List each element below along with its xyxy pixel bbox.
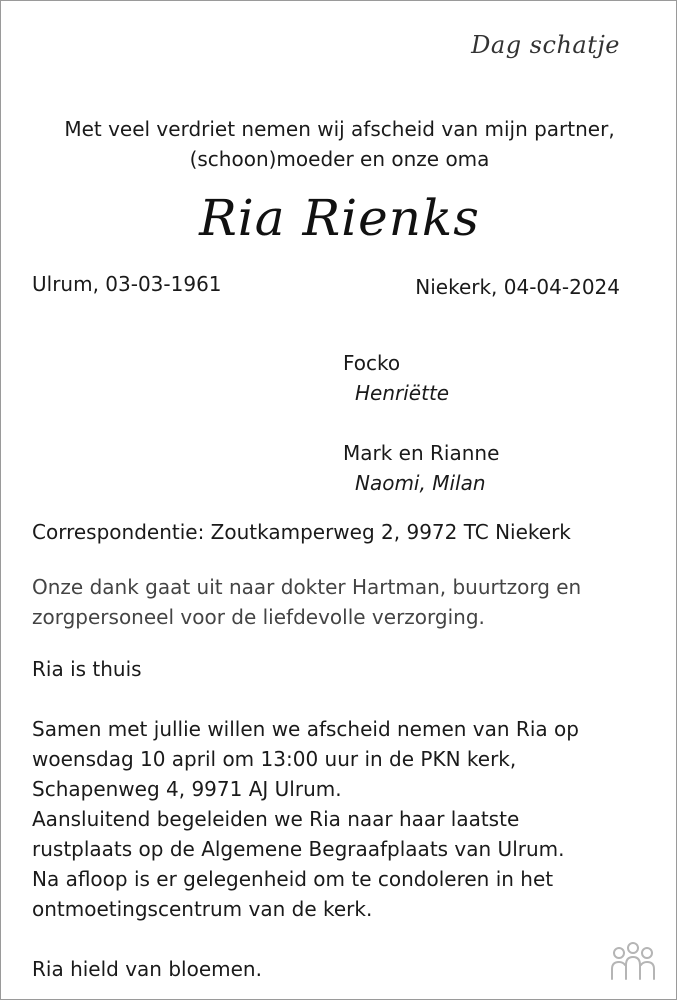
intro-line: (schoon)moeder en onze oma	[189, 147, 490, 171]
thanks-text	[32, 572, 581, 632]
death-info: Niekerk, 04-04-2024	[415, 275, 620, 299]
correspondence-address: Correspondentie: Zoutkamperweg 2, 9972 TC Niekerk	[32, 520, 571, 544]
flowers-note: Ria hield van bloemen.	[32, 957, 262, 981]
intro-line: Met veel verdriet nemen wij afscheid van mijn partner,	[64, 117, 615, 141]
birth-info: Ulrum, 03-03-1961	[32, 272, 222, 296]
service-line: rustplaats op de Algemene Begraafplaats van Ulrum.	[32, 837, 565, 861]
family-member	[343, 348, 449, 408]
thanks-line: zorgpersoneel voor de liefdevolle verzorging.	[32, 605, 485, 629]
thanks-line: Onze dank gaat uit naar dokter Hartman, buurtzorg en	[32, 575, 582, 599]
service-line: Samen met jullie willen we afscheid nemen van Ria op	[32, 717, 579, 741]
service-line: Aansluitend begeleiden we Ria naar haar laatste	[32, 807, 520, 831]
service-line: Schapenweg 4, 9971 AJ Ulrum.	[32, 777, 342, 801]
people-group-icon	[608, 941, 658, 981]
service-details	[32, 714, 579, 924]
intro-text	[1, 114, 677, 174]
at-home-note: Ria is thuis	[32, 657, 142, 681]
service-line: woensdag 10 april om 13:00 uur in de PKN kerk,	[32, 747, 517, 771]
family-member-children: Henriëtte	[355, 381, 450, 405]
family-member-children: Naomi, Milan	[355, 471, 486, 495]
service-line: ontmoetingscentrum van de kerk.	[32, 897, 373, 921]
service-line: Na afloop is er gelegenheid om te condoleren in het	[32, 867, 554, 891]
motto: Dag schatje	[471, 31, 620, 59]
family-member-name: Focko	[343, 351, 401, 375]
deceased-name: Ria Rienks	[199, 189, 480, 247]
family-member	[343, 438, 499, 498]
family-member-name: Mark en Rianne	[343, 441, 500, 465]
